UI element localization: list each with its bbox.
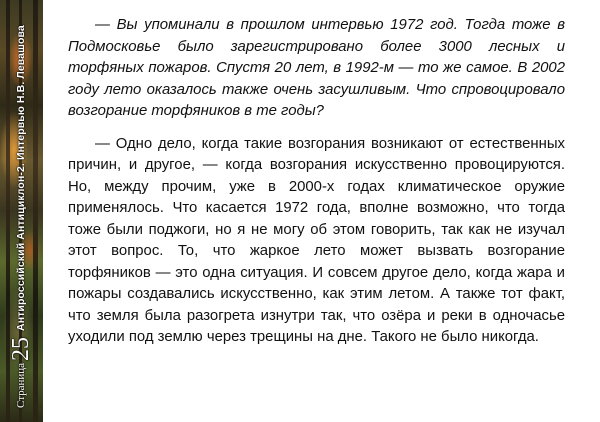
- forest-fire-photo-strip: [0, 0, 43, 422]
- page-number: 25: [8, 336, 34, 361]
- interview-question: — Вы упоминали в прошлом интервью 1972 год. Тогда тоже в Подмосковье было зарегистрировано более 3000 лесных и торфяных пожаров. Спустя 20 лет, в 1992-м — то же самое. В 2002 году лето оказалось также очень засушливым. Что спровоцировало возгорание торфяников в те годы?: [68, 17, 565, 119]
- article-body: [68, 15, 565, 349]
- page-label: Страница: [15, 362, 27, 408]
- vertical-caption: [8, 0, 34, 422]
- running-title: Антироссийский Антициклон-2. Интервью Н.В. Левашова: [15, 25, 27, 331]
- interview-answer: — Одно дело, когда такие возгорания возникают от естественных причин, и другое, — когда возгорания искусственно провоцируются. Но, между прочим, уже в 2000-х годах климатическое оружие применялось. Что касается 1972 года, вполне возможно, что тогда тоже были поджоги, но я не могу об этом говорить, так как не изучал этот вопрос. То, что жаркое лето может вызвать возгорание торфяников — это одна ситуация. И совсем другое дело, когда жара и пожары создавались искусственно, как этим летом. А также тот факт, что земля была разогрета изнутри так, что озёра и реки в одночасье уходили под землю через трещины на дне. Такого не было никогда.: [68, 135, 565, 345]
